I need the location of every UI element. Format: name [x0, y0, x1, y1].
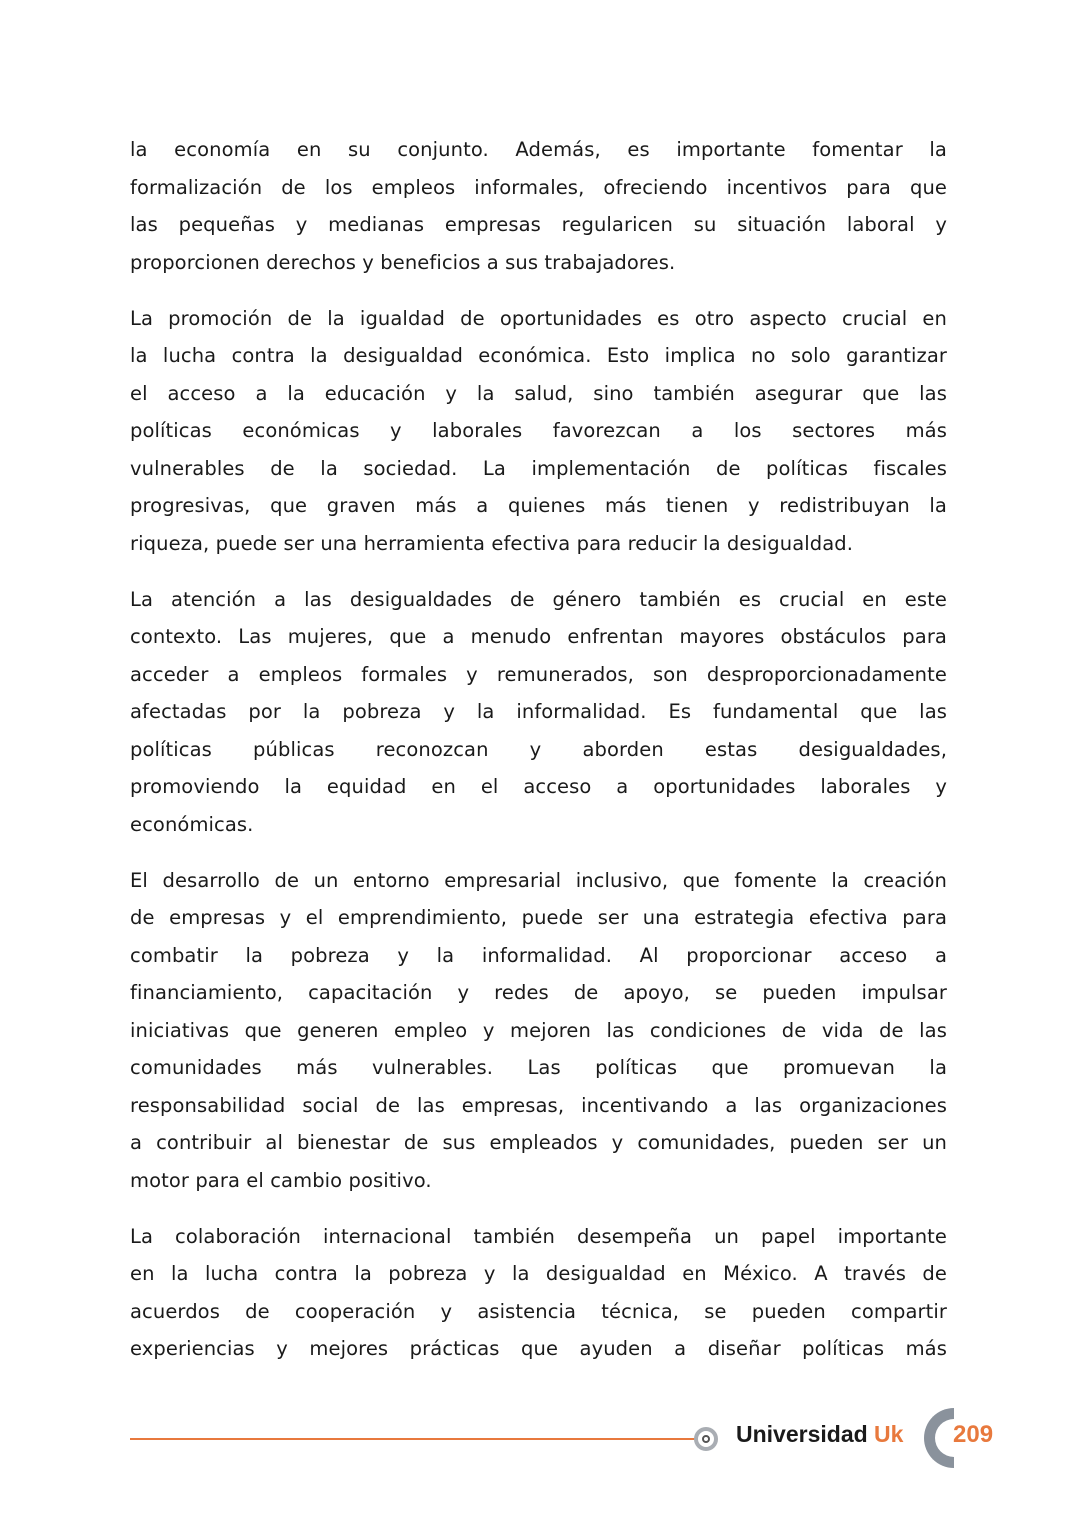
text-line: La promoción de la igualdad de oportunidades es otro aspecto crucial en: [130, 306, 947, 330]
text-line: formalización de los empleos informales, ofreciendo incentivos para que: [130, 175, 947, 199]
text-line: políticas públicas reconozcan y aborden estas desigualdades,: [130, 737, 947, 761]
target-circle-icon: [694, 1427, 718, 1451]
text-line: iniciativas que generen empleo y mejoren las condiciones de vida de las: [130, 1018, 947, 1042]
text-line: a contribuir al bienestar de sus empleados y comunidades, pueden ser un: [130, 1131, 947, 1154]
text-line: combatir la pobreza y la informalidad. Al proporcionar acceso a: [130, 943, 947, 967]
text-line: La colaboración internacional también desempeña un papel importante: [130, 1224, 947, 1248]
footer-divider: [130, 1438, 695, 1440]
text-line: contexto. Las mujeres, que a menudo enfrentan mayores obstáculos para: [130, 625, 947, 648]
text-line: financiamiento, capacitación y redes de apoyo, se pueden impulsar: [130, 981, 947, 1004]
text-line: el acceso a la educación y la salud, sino también asegurar que las: [130, 381, 947, 405]
text-line: las pequeñas y medianas empresas regularicen su situación laboral y: [130, 213, 947, 236]
brand-name: Universidad: [736, 1421, 868, 1447]
text-line: económicas.: [130, 812, 254, 836]
text-line: la economía en su conjunto. Además, es importante fomentar la: [130, 138, 947, 161]
text-line: de empresas y el emprendimiento, puede ser una estrategia efectiva para: [130, 906, 947, 929]
text-line: comunidades más vulnerables. Las políticas que promuevan la: [130, 1056, 947, 1079]
text-line: proporcionen derechos y beneficios a sus trabajadores.: [130, 250, 676, 274]
text-line: motor para el cambio positivo.: [130, 1168, 432, 1192]
text-line: acceder a empleos formales y remunerados, son desproporcionadamente: [130, 662, 947, 686]
text-line: la lucha contra la desigualdad económica. Esto implica no solo garantizar: [130, 344, 947, 367]
paragraph: [130, 1218, 947, 1368]
text-line: en la lucha contra la pobreza y la desigualdad en México. A través de: [130, 1262, 947, 1285]
text-line: políticas económicas y laborales favorezcan a los sectores más: [130, 419, 947, 442]
brand-accent: Uk: [874, 1421, 904, 1447]
paragraph: [130, 131, 947, 281]
paragraph: [130, 581, 947, 844]
text-line: acuerdos de cooperación y asistencia técnica, se pueden compartir: [130, 1299, 947, 1323]
text-line: experiencias y mejores prácticas que ayuden a diseñar políticas más: [130, 1337, 947, 1360]
text-line: progresivas, que graven más a quienes más tienen y redistribuyan la: [130, 494, 947, 517]
body-text: [130, 131, 947, 1386]
paragraph: [130, 862, 947, 1200]
text-line: responsabilidad social de las empresas, incentivando a las organizaciones: [130, 1093, 947, 1117]
text-line: El desarrollo de un entorno empresarial inclusivo, que fomente la creación: [130, 868, 947, 892]
text-line: afectadas por la pobreza y la informalidad. Es fundamental que las: [130, 700, 947, 723]
brand-logo: [736, 1421, 903, 1448]
text-line: riqueza, puede ser una herramienta efectiva para reducir la desigualdad.: [130, 531, 854, 555]
text-line: vulnerables de la sociedad. La implementación de políticas fiscales: [130, 456, 947, 480]
page-number: 209: [953, 1421, 994, 1448]
text-line: La atención a las desigualdades de género también es crucial en este: [130, 587, 947, 611]
paragraph: [130, 300, 947, 563]
text-line: promoviendo la equidad en el acceso a oportunidades laborales y: [130, 775, 947, 798]
